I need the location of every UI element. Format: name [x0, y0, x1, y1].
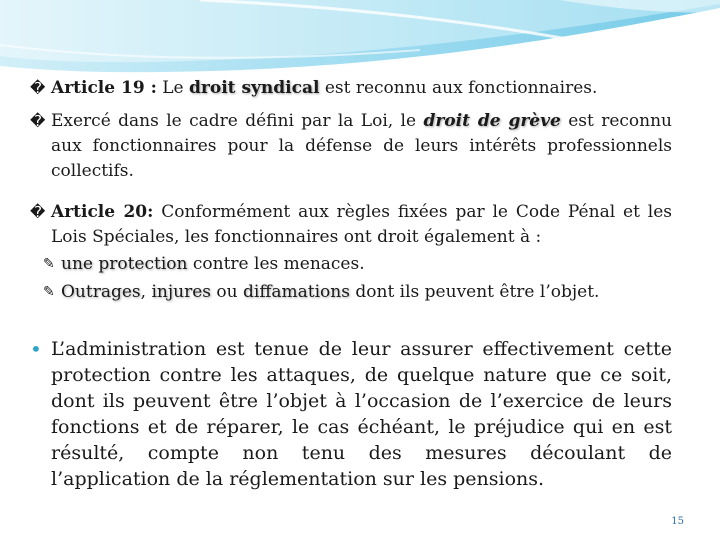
slide-content [30, 76, 672, 492]
sub-item-outrages [30, 278, 672, 306]
text: ou [211, 282, 243, 302]
emphasis-une-protection: une protection [61, 254, 188, 274]
paragraph-article-20 [30, 200, 672, 250]
article-19-label: Article 19 : [51, 78, 157, 98]
text: Conformément aux règles fixées par le Code Pénal et les Lois Spéciales, les fonctionnaires ont droit également à : [51, 202, 672, 247]
emphasis-outrages: Outrages [61, 282, 141, 302]
bullet-dot-icon: • [30, 337, 42, 361]
replacement-char-icon: � [30, 79, 46, 97]
text: dont ils peuvent être l’objet. [349, 282, 600, 302]
emphasis-injures: injures [151, 282, 211, 302]
replacement-char-icon: � [30, 112, 46, 130]
header-wave-decoration [0, 0, 720, 80]
sub-item-protection [30, 250, 672, 278]
text: est reconnu aux fonctionnaires. [319, 78, 598, 98]
paragraph-droit-de-greve [30, 109, 672, 184]
article-20-label: Article 20: [51, 202, 154, 222]
text: contre les menaces. [187, 254, 365, 274]
paragraph-article-19 [30, 76, 672, 101]
emphasis-droit-de-greve: droit de grève [423, 111, 561, 131]
text: Le [156, 78, 190, 98]
page-number: 15 [671, 516, 684, 527]
paragraph-administration [30, 336, 672, 492]
text: , [140, 282, 152, 302]
text: est reconnu aux fonctionnaires pour la défense de leurs intérêts professionnels collectifs. [51, 111, 672, 181]
administration-text: L’administration est tenue de leur assurer effectivement cette protection contre les attaques, de quelque nature que ce soit, dont ils peuvent être l’objet à l’occasion de l’exercice de leurs fonctions et de réparer, le cas échéant, le préjudice qui en est résulté, compte non tenu des mesures découlant de l’application de la réglementation sur les pensions. [51, 338, 672, 490]
emphasis-diffamations: diffamations [243, 282, 350, 302]
text: Exercé dans le cadre défini par la Loi, le [51, 111, 424, 131]
pen-icon: ✎ [43, 284, 55, 300]
replacement-char-icon: � [30, 203, 46, 221]
pen-icon: ✎ [43, 256, 55, 272]
emphasis-droit-syndical: droit syndical [189, 78, 320, 98]
